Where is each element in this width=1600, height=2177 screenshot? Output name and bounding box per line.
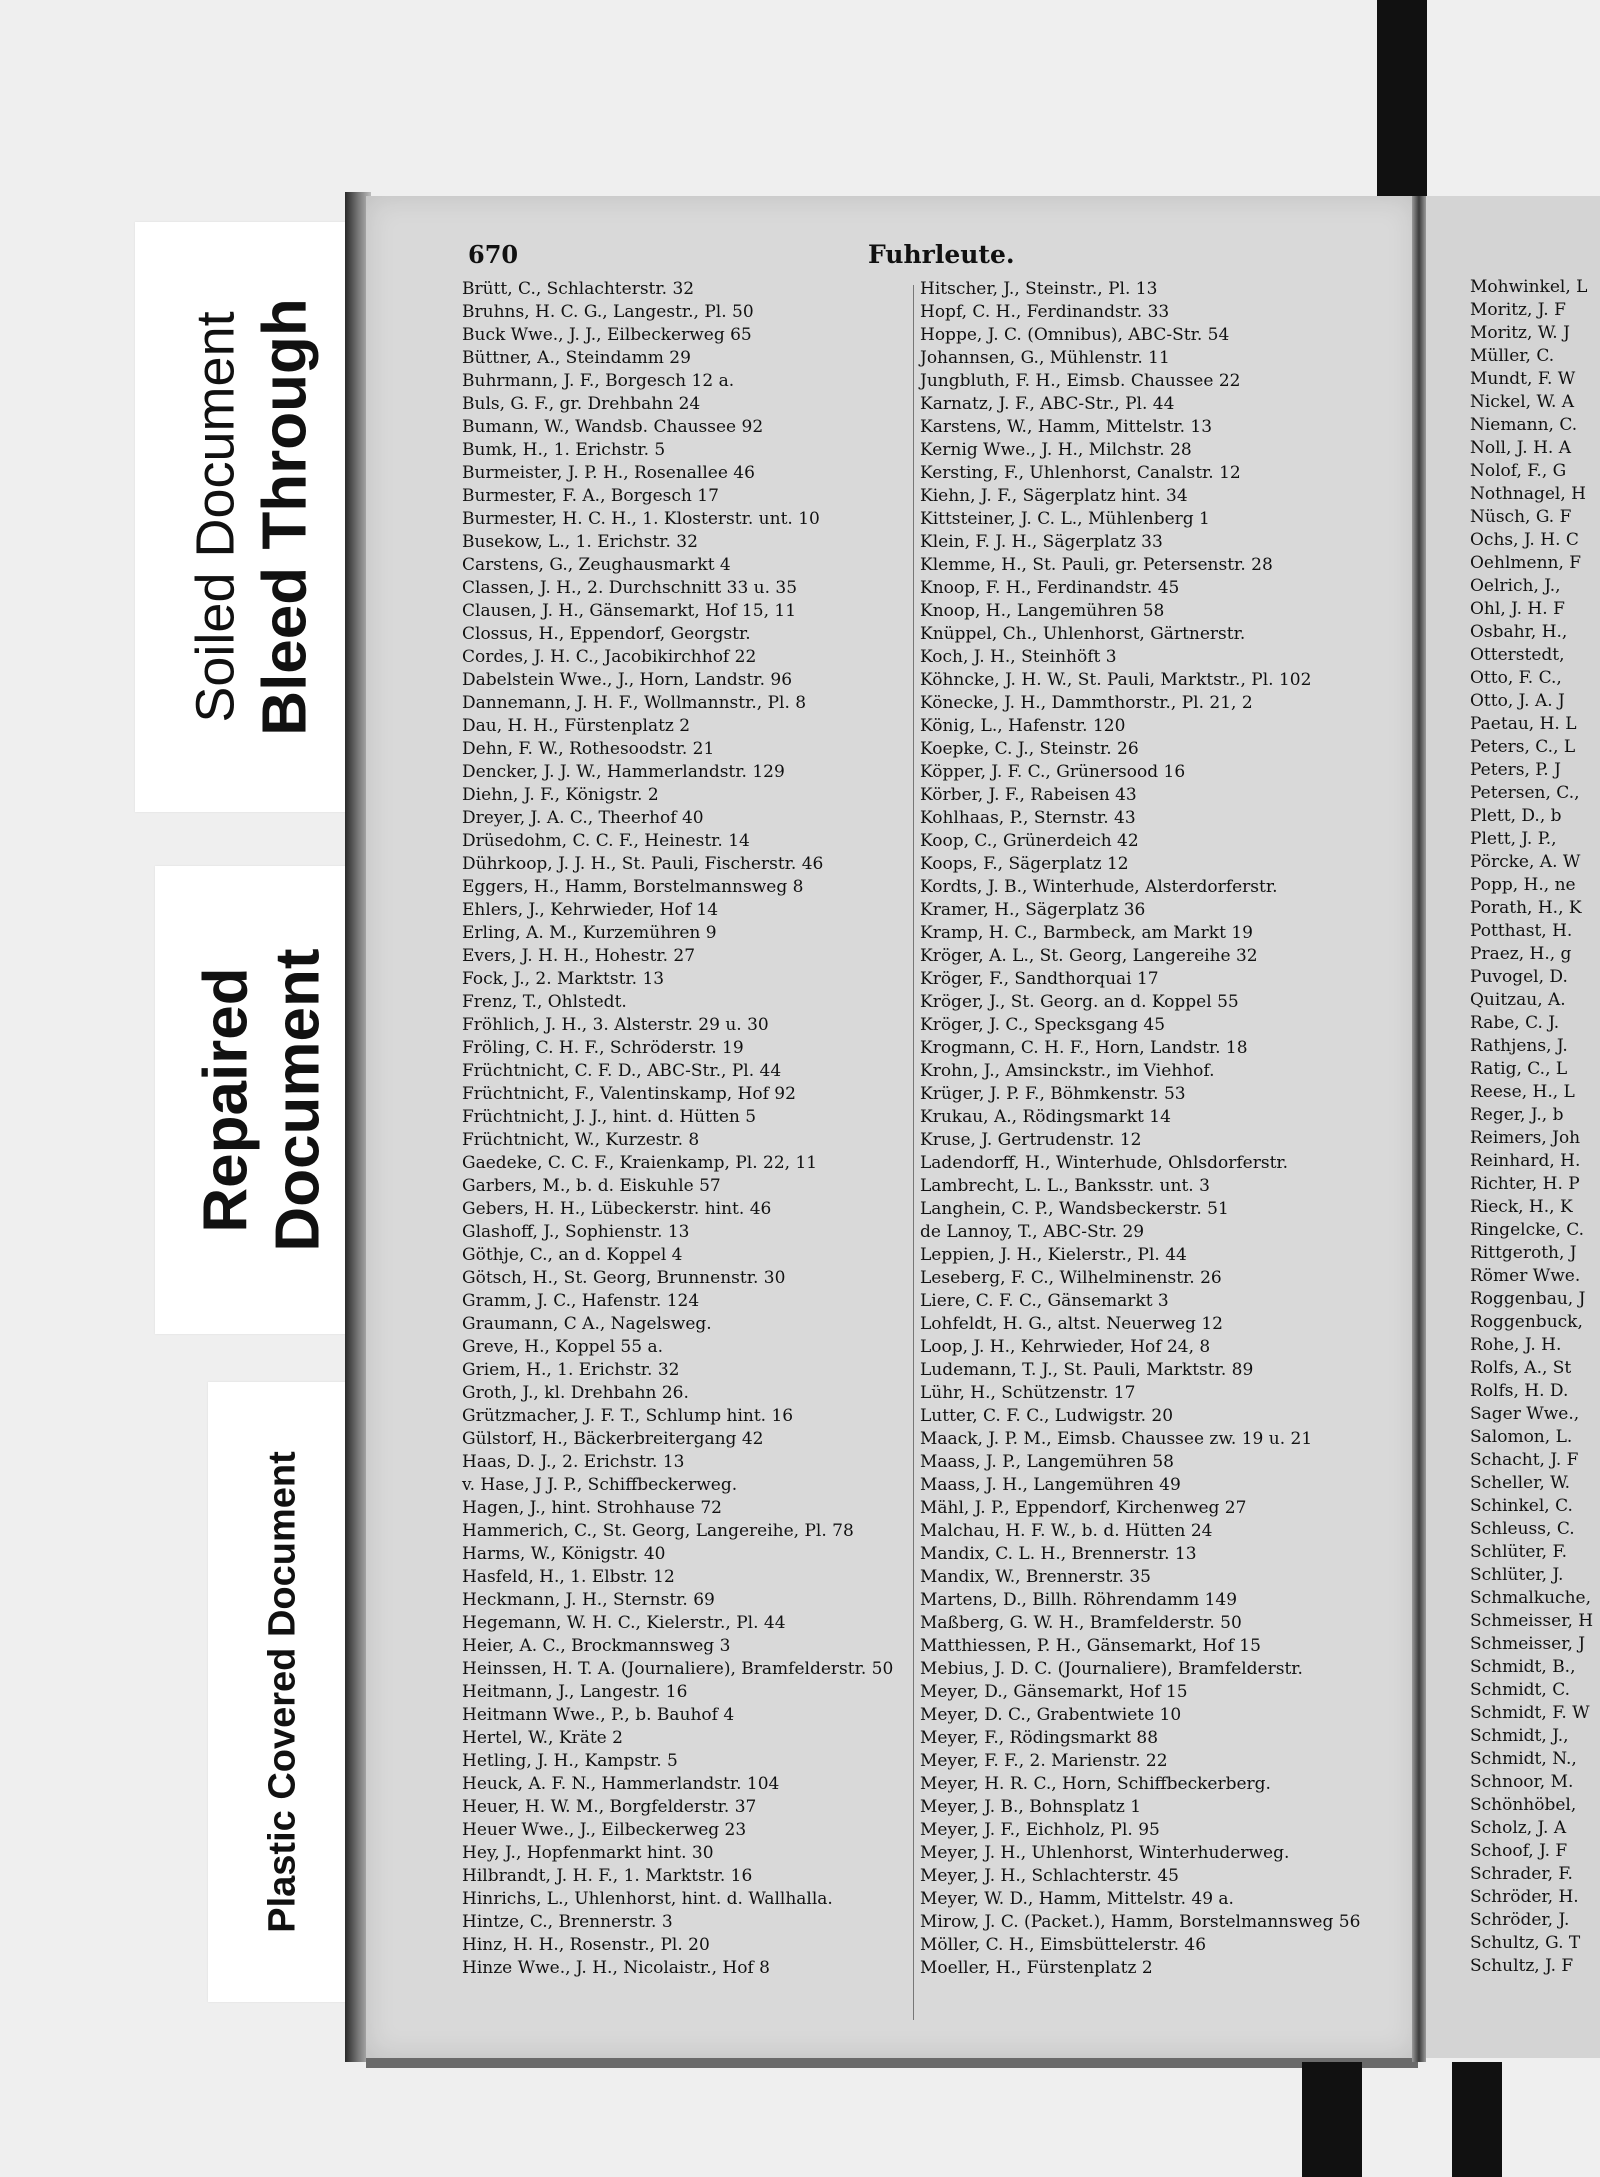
directory-entry: Gramm, J. C., Hafenstr. 124 (462, 1291, 700, 1311)
directory-entry: Schmidt, N., (1470, 1749, 1577, 1769)
directory-entry: Gebers, H. H., Lübeckerstr. hint. 46 (462, 1199, 772, 1219)
directory-entry: Griem, H., 1. Erichstr. 32 (462, 1360, 680, 1380)
directory-entry: Hasfeld, H., 1. Elbstr. 12 (462, 1567, 675, 1587)
directory-entry: Potthast, H. (1470, 921, 1573, 941)
directory-entry: Meyer, J. H., Schlachterstr. 45 (920, 1866, 1179, 1886)
directory-entry: Reinhard, H. (1470, 1151, 1581, 1171)
directory-entry: Körber, J. F., Rabeisen 43 (920, 785, 1137, 805)
directory-entry: Clausen, J. H., Gänsemarkt, Hof 15, 11 (462, 601, 797, 621)
directory-entry: Frenz, T., Ohlstedt. (462, 992, 627, 1012)
directory-entry: Knoop, F. H., Ferdinandstr. 45 (920, 578, 1180, 598)
directory-entry: Rittgeroth, J (1470, 1243, 1577, 1263)
directory-entry: Schultz, J. F (1470, 1956, 1574, 1976)
directory-entry: Oehlmenn, F (1470, 553, 1582, 573)
directory-entry: Fröling, C. H. F., Schröderstr. 19 (462, 1038, 744, 1058)
binder-clip-top (1377, 0, 1427, 200)
directory-entry: Moritz, J. F (1470, 300, 1566, 320)
directory-entry: Otto, F. C., (1470, 668, 1562, 688)
directory-entry: Krohn, J., Amsinckstr., im Viehhof. (920, 1061, 1215, 1081)
directory-entry: Heckmann, J. H., Sternstr. 69 (462, 1590, 715, 1610)
directory-entry: Porath, H., K (1470, 898, 1582, 918)
directory-entry: Meyer, F., Rödingsmarkt 88 (920, 1728, 1159, 1748)
directory-entry: Peters, C., L (1470, 737, 1576, 757)
directory-entry: Richter, H. P (1470, 1174, 1580, 1194)
directory-entry: Osbahr, H., (1470, 622, 1568, 642)
directory-entry: Hinrichs, L., Uhlenhorst, hint. d. Wallhalla. (462, 1889, 833, 1909)
directory-entry: Koch, J. H., Steinhöft 3 (920, 647, 1117, 667)
directory-entry: Garbers, M., b. d. Eiskuhle 57 (462, 1176, 721, 1196)
directory-entry: Heuer, H. W. M., Borgfelderstr. 37 (462, 1797, 757, 1817)
directory-entry: Leppien, J. H., Kielerstr., Pl. 44 (920, 1245, 1187, 1265)
directory-entry: Früchtnicht, J. J., hint. d. Hütten 5 (462, 1107, 757, 1127)
directory-entry: Pörcke, A. W (1470, 852, 1581, 872)
directory-entry: Schrader, F. (1470, 1864, 1573, 1884)
directory-entry: Burmester, H. C. H., 1. Klosterstr. unt. 10 (462, 509, 820, 529)
directory-entry: Kramp, H. C., Barmbeck, am Markt 19 (920, 923, 1253, 943)
plastic-covered-label-card (208, 1382, 358, 2002)
directory-entry: Koop, C., Grünerdeich 42 (920, 831, 1139, 851)
directory-entry: Reger, J., b (1470, 1105, 1564, 1125)
directory-entry: Gaedeke, C. C. F., Kraienkamp, Pl. 22, 11 (462, 1153, 818, 1173)
directory-entry: Sager Wwe., (1470, 1404, 1580, 1424)
directory-entry: Martens, D., Billh. Röhrendamm 149 (920, 1590, 1238, 1610)
directory-entry: Burmester, F. A., Borgesch 17 (462, 486, 719, 506)
directory-entry: Hertel, W., Kräte 2 (462, 1728, 623, 1748)
directory-entry: Meyer, J. H., Uhlenhorst, Winterhuderweg. (920, 1843, 1290, 1863)
directory-entry: Schultz, G. T (1470, 1933, 1581, 1953)
directory-entry: Mirow, J. C. (Packet.), Hamm, Borstelmannsweg 56 (920, 1912, 1361, 1932)
directory-entry: Nolof, F., G (1470, 461, 1567, 481)
directory-entry: Könecke, J. H., Dammthorstr., Pl. 21, 2 (920, 693, 1253, 713)
directory-entry: Grützmacher, J. F. T., Schlump hint. 16 (462, 1406, 794, 1426)
directory-entry: Früchtnicht, W., Kurzestr. 8 (462, 1130, 700, 1150)
directory-entry: Evers, J. H. H., Hohestr. 27 (462, 946, 696, 966)
directory-entry: Lambrecht, L. L., Banksstr. unt. 3 (920, 1176, 1210, 1196)
directory-entry: Schoof, J. F (1470, 1841, 1568, 1861)
directory-entry: Burmeister, J. P. H., Rosenallee 46 (462, 463, 755, 483)
directory-entry: Hintze, C., Brennerstr. 3 (462, 1912, 673, 1932)
directory-entry: Heier, A. C., Brockmannsweg 3 (462, 1636, 731, 1656)
directory-entry: Clossus, H., Eppendorf, Georgstr. (462, 624, 751, 644)
directory-entry: Schinkel, C. (1470, 1496, 1573, 1516)
directory-entry: Drüsedohm, C. C. F., Heinestr. 14 (462, 831, 750, 851)
directory-entry: Fröhlich, J. H., 3. Alsterstr. 29 u. 30 (462, 1015, 769, 1035)
directory-entry: Schlüter, J. (1470, 1565, 1564, 1585)
directory-entry: Loop, J. H., Kehrwieder, Hof 24, 8 (920, 1337, 1211, 1357)
directory-entry: Popp, H., ne (1470, 875, 1576, 895)
directory-entry: Paetau, H. L (1470, 714, 1577, 734)
directory-entry: Rolfs, H. D. (1470, 1381, 1569, 1401)
directory-entry: Klein, F. J. H., Sägerplatz 33 (920, 532, 1163, 552)
directory-entry: Nüsch, G. F (1470, 507, 1572, 527)
directory-entry: Noll, J. H. A (1470, 438, 1572, 458)
directory-entry: Dencker, J. J. W., Hammerlandstr. 129 (462, 762, 785, 782)
directory-entry: Mähl, J. P., Eppendorf, Kirchenweg 27 (920, 1498, 1247, 1518)
directory-entry: Maass, J. P., Langemühren 58 (920, 1452, 1174, 1472)
directory-entry: Römer Wwe. (1470, 1266, 1581, 1286)
directory-entry: Ladendorff, H., Winterhude, Ohlsdorferstr. (920, 1153, 1289, 1173)
directory-entry: Ludemann, T. J., St. Pauli, Marktstr. 89 (920, 1360, 1254, 1380)
directory-entry: Scholz, J. A (1470, 1818, 1567, 1838)
directory-entry: Kernig Wwe., J. H., Milchstr. 28 (920, 440, 1192, 460)
directory-entry: Schlüter, F. (1470, 1542, 1568, 1562)
directory-entry: Kröger, J., St. Georg. an d. Koppel 55 (920, 992, 1239, 1012)
directory-entry: Niemann, C. (1470, 415, 1578, 435)
directory-entry: Dannemann, J. H. F., Wollmannstr., Pl. 8 (462, 693, 807, 713)
directory-entry: Meyer, D., Gänsemarkt, Hof 15 (920, 1682, 1188, 1702)
directory-entry: Kruse, J. Gertrudenstr. 12 (920, 1130, 1142, 1150)
directory-entry: Ochs, J. H. C (1470, 530, 1579, 550)
directory-entry: Scheller, W. (1470, 1473, 1571, 1493)
directory-entry: Bruhns, H. C. G., Langestr., Pl. 50 (462, 302, 754, 322)
directory-entry: Kittsteiner, J. C. L., Mühlenberg 1 (920, 509, 1210, 529)
directory-entry: Mandix, C. L. H., Brennerstr. 13 (920, 1544, 1197, 1564)
directory-entry: Reese, H., L (1470, 1082, 1575, 1102)
directory-entry: Köhncke, J. H. W., St. Pauli, Marktstr., Pl. 102 (920, 670, 1312, 690)
directory-entry: Kramer, H., Sägerplatz 36 (920, 900, 1146, 920)
directory-entry: Dau, H. H., Fürstenplatz 2 (462, 716, 691, 736)
repaired-label-card (155, 866, 370, 1334)
directory-entry: Schmidt, B., (1470, 1657, 1576, 1677)
directory-entry: Früchtnicht, F., Valentinskamp, Hof 92 (462, 1084, 796, 1104)
directory-entry: Otterstedt, (1470, 645, 1565, 665)
directory-entry: Lohfeldt, H. G., altst. Neuerweg 12 (920, 1314, 1223, 1334)
directory-entry: Hammerich, C., St. Georg, Langereihe, Pl. 78 (462, 1521, 854, 1541)
directory-entry: Möller, C. H., Eimsbüttelerstr. 46 (920, 1935, 1207, 1955)
directory-entry: Gülstorf, H., Bäckerbreitergang 42 (462, 1429, 764, 1449)
directory-entry: Hitscher, J., Steinstr., Pl. 13 (920, 279, 1158, 299)
column-divider (913, 285, 914, 2020)
directory-entry: de Lannoy, T., ABC-Str. 29 (920, 1222, 1145, 1242)
directory-entry: Kröger, J. C., Specksgang 45 (920, 1015, 1166, 1035)
directory-entry: v. Hase, J J. P., Schiffbeckerweg. (462, 1475, 738, 1495)
directory-entry: Maßberg, G. W. H., Bramfelderstr. 50 (920, 1613, 1242, 1633)
directory-entry: Hoppe, J. C. (Omnibus), ABC-Str. 54 (920, 325, 1230, 345)
directory-entry: Kröger, A. L., St. Georg, Langereihe 32 (920, 946, 1258, 966)
directory-entry: Langhein, C. P., Wandsbeckerstr. 51 (920, 1199, 1229, 1219)
directory-entry: Bumann, W., Wandsb. Chaussee 92 (462, 417, 764, 437)
directory-entry: Götsch, H., St. Georg, Brunnenstr. 30 (462, 1268, 786, 1288)
directory-entry: Busekow, L., 1. Erichstr. 32 (462, 532, 698, 552)
directory-entry: Schacht, J. F (1470, 1450, 1579, 1470)
directory-entry: Ratig, C., L (1470, 1059, 1568, 1079)
directory-entry: Rohe, J. H. (1470, 1335, 1562, 1355)
directory-entry: Lühr, H., Schützenstr. 17 (920, 1383, 1136, 1403)
directory-entry: Kohlhaas, P., Sternstr. 43 (920, 808, 1136, 828)
directory-entry: Dabelstein Wwe., J., Horn, Landstr. 96 (462, 670, 793, 690)
page-bottom-edge (366, 2058, 1418, 2068)
book-gutter (1412, 196, 1426, 2062)
directory-entry: Greve, H., Koppel 55 a. (462, 1337, 663, 1357)
directory-entry: Groth, J., kl. Drehbahn 26. (462, 1383, 689, 1403)
directory-entry: Peters, P. J (1470, 760, 1561, 780)
directory-entry: Schröder, H. (1470, 1887, 1579, 1907)
directory-entry: Mohwinkel, L (1470, 277, 1588, 297)
directory-entry: Harms, W., Königstr. 40 (462, 1544, 666, 1564)
directory-entry: Schnoor, M. (1470, 1772, 1574, 1792)
directory-entry: Maack, J. P. M., Eimsb. Chaussee zw. 19 u. 21 (920, 1429, 1313, 1449)
directory-entry: Glashoff, J., Sophienstr. 13 (462, 1222, 690, 1242)
directory-entry: Quitzau, A. (1470, 990, 1566, 1010)
repaired-label-line2: Document (263, 948, 333, 1252)
directory-entry: Carstens, G., Zeughausmarkt 4 (462, 555, 731, 575)
directory-entry: Kersting, F., Uhlenhorst, Canalstr. 12 (920, 463, 1241, 483)
directory-entry: Rathjens, J. (1470, 1036, 1568, 1056)
directory-entry: Krogmann, C. H. F., Horn, Landstr. 18 (920, 1038, 1248, 1058)
directory-entry: Schmeisser, J (1470, 1634, 1586, 1654)
directory-entry: Buls, G. F., gr. Drehbahn 24 (462, 394, 701, 414)
repaired-label-line1: Repaired (191, 967, 261, 1233)
directory-entry: Schmeisser, H (1470, 1611, 1594, 1631)
directory-entry: Nickel, W. A (1470, 392, 1575, 412)
directory-entry: Heuck, A. F. N., Hammerlandstr. 104 (462, 1774, 780, 1794)
directory-entry: Krukau, A., Rödingsmarkt 14 (920, 1107, 1171, 1127)
directory-entry: Nothnagel, H (1470, 484, 1586, 504)
directory-entry: Schmalkuche, (1470, 1588, 1591, 1608)
directory-entry: Cordes, J. H. C., Jacobikirchhof 22 (462, 647, 757, 667)
directory-entry: Plett, J. P., (1470, 829, 1557, 849)
directory-entry: Mebius, J. D. C. (Journaliere), Bramfelderstr. (920, 1659, 1303, 1679)
directory-entry: Mundt, F. W (1470, 369, 1576, 389)
directory-entry: Reimers, Joh (1470, 1128, 1581, 1148)
directory-entry: Meyer, J. F., Eichholz, Pl. 95 (920, 1820, 1160, 1840)
directory-entry: Classen, J. H., 2. Durchschnitt 33 u. 35 (462, 578, 798, 598)
directory-entry: Plett, D., b (1470, 806, 1562, 826)
directory-entry: Bumk, H., 1. Erichstr. 5 (462, 440, 666, 460)
directory-entry: Jungbluth, F. H., Eimsb. Chaussee 22 (920, 371, 1241, 391)
directory-entry: Schönhöbel, (1470, 1795, 1577, 1815)
directory-entry: Leseberg, F. C., Wilhelminenstr. 26 (920, 1268, 1222, 1288)
directory-entry: Ringelcke, C. (1470, 1220, 1585, 1240)
directory-entry: Hey, J., Hopfenmarkt hint. 30 (462, 1843, 714, 1863)
directory-entry: Koops, F., Sägerplatz 12 (920, 854, 1129, 874)
directory-entry: Knüppel, Ch., Uhlenhorst, Gärtnerstr. (920, 624, 1246, 644)
directory-entry: Schröder, J. (1470, 1910, 1570, 1930)
directory-entry: Dührkoop, J. J. H., St. Pauli, Fischerstr. 46 (462, 854, 824, 874)
directory-entry: Heuer Wwe., J., Eilbeckerweg 23 (462, 1820, 747, 1840)
page-title: Fuhrleute. (868, 240, 1015, 269)
directory-entry: Klemme, H., St. Pauli, gr. Petersenstr. 28 (920, 555, 1273, 575)
directory-entry: König, L., Hafenstr. 120 (920, 716, 1126, 736)
directory-entry: Matthiessen, P. H., Gänsemarkt, Hof 15 (920, 1636, 1261, 1656)
directory-entry: Ohl, J. H. F (1470, 599, 1565, 619)
directory-entry: Kiehn, J. F., Sägerplatz hint. 34 (920, 486, 1188, 506)
directory-entry: Ehlers, J., Kehrwieder, Hof 14 (462, 900, 719, 920)
directory-entry: Praez, H., g (1470, 944, 1572, 964)
directory-entry: Buhrmann, J. F., Borgesch 12 a. (462, 371, 735, 391)
directory-entry: Koepke, C. J., Steinstr. 26 (920, 739, 1139, 759)
directory-entry: Karnatz, J. F., ABC-Str., Pl. 44 (920, 394, 1175, 414)
page-number: 670 (468, 240, 519, 269)
directory-entry: Heitmann, J., Langestr. 16 (462, 1682, 688, 1702)
directory-entry: Schleuss, C. (1470, 1519, 1575, 1539)
directory-entry: Schmidt, F. W (1470, 1703, 1590, 1723)
directory-entry: Moeller, H., Fürstenplatz 2 (920, 1958, 1153, 1978)
directory-entry: Hegemann, W. H. C., Kielerstr., Pl. 44 (462, 1613, 786, 1633)
directory-entry: Büttner, A., Steindamm 29 (462, 348, 691, 368)
plastic-covered-label: Plastic Covered Document (262, 1451, 305, 1933)
bleed-through-label: Bleed Through (250, 298, 320, 736)
directory-entry: Hinze Wwe., J. H., Nicolaistr., Hof 8 (462, 1958, 770, 1978)
directory-entry: Hopf, C. H., Ferdinandstr. 33 (920, 302, 1170, 322)
directory-entry: Hetling, J. H., Kampstr. 5 (462, 1751, 678, 1771)
directory-entry: Dreyer, J. A. C., Theerhof 40 (462, 808, 704, 828)
directory-entry: Salomon, L. (1470, 1427, 1573, 1447)
directory-entry: Diehn, J. F., Königstr. 2 (462, 785, 659, 805)
directory-entry: Erling, A. M., Kurzemühren 9 (462, 923, 717, 943)
directory-entry: Hagen, J., hint. Strohhause 72 (462, 1498, 722, 1518)
directory-entry: Meyer, F. F., 2. Marienstr. 22 (920, 1751, 1168, 1771)
soiled-bleed-label-card (135, 222, 370, 812)
directory-entry: Otto, J. A. J (1470, 691, 1565, 711)
directory-entry: Oelrich, J., (1470, 576, 1561, 596)
directory-entry: Graumann, C A., Nagelsweg. (462, 1314, 712, 1334)
directory-entry: Müller, C. (1470, 346, 1555, 366)
directory-entry: Köpper, J. F. C., Grünersood 16 (920, 762, 1186, 782)
directory-entry: Rolfs, A., St (1470, 1358, 1572, 1378)
directory-entry: Krüger, J. P. F., Böhmkenstr. 53 (920, 1084, 1186, 1104)
directory-entry: Hilbrandt, J. H. F., 1. Marktstr. 16 (462, 1866, 753, 1886)
directory-entry: Heinssen, H. T. A. (Journaliere), Bramfelderstr. 50 (462, 1659, 894, 1679)
directory-entry: Meyer, J. B., Bohnsplatz 1 (920, 1797, 1142, 1817)
directory-entry: Meyer, H. R. C., Horn, Schiffbeckerberg. (920, 1774, 1271, 1794)
directory-entry: Göthje, C., an d. Koppel 4 (462, 1245, 683, 1265)
directory-entry: Früchtnicht, C. F. D., ABC-Str., Pl. 44 (462, 1061, 782, 1081)
directory-entry: Kröger, F., Sandthorquai 17 (920, 969, 1159, 989)
directory-entry: Moritz, W. J (1470, 323, 1570, 343)
directory-entry: Roggenbuck, (1470, 1312, 1583, 1332)
directory-entry: Hinz, H. H., Rosenstr., Pl. 20 (462, 1935, 710, 1955)
directory-entry: Haas, D. J., 2. Erichstr. 13 (462, 1452, 685, 1472)
directory-entry: Brütt, C., Schlachterstr. 32 (462, 279, 695, 299)
directory-entry: Petersen, C., (1470, 783, 1580, 803)
directory-entry: Schmidt, C. (1470, 1680, 1570, 1700)
binder-clip-bottom-right (1452, 2062, 1502, 2177)
directory-column-right (920, 278, 1375, 1980)
directory-entry: Liere, C. F. C., Gänsemarkt 3 (920, 1291, 1169, 1311)
directory-entry: Lutter, C. F. C., Ludwigstr. 20 (920, 1406, 1174, 1426)
directory-entry: Fock, J., 2. Marktstr. 13 (462, 969, 665, 989)
directory-entry: Roggenbau, J (1470, 1289, 1586, 1309)
directory-entry: Buck Wwe., J. J., Eilbeckerweg 65 (462, 325, 752, 345)
directory-entry: Rabe, C. J. (1470, 1013, 1560, 1033)
directory-entry: Heitmann Wwe., P., b. Bauhof 4 (462, 1705, 735, 1725)
directory-entry: Johannsen, G., Mühlenstr. 11 (920, 348, 1170, 368)
directory-entry: Puvogel, D. (1470, 967, 1568, 987)
directory-column-facing (1470, 276, 1600, 1978)
directory-entry: Karstens, W., Hamm, Mittelstr. 13 (920, 417, 1213, 437)
directory-entry: Malchau, H. F. W., b. d. Hütten 24 (920, 1521, 1213, 1541)
directory-entry: Meyer, W. D., Hamm, Mittelstr. 49 a. (920, 1889, 1234, 1909)
directory-entry: Maass, J. H., Langemühren 49 (920, 1475, 1181, 1495)
directory-entry: Dehn, F. W., Rothesoodstr. 21 (462, 739, 715, 759)
directory-entry: Schmidt, J., (1470, 1726, 1569, 1746)
binder-clip-bottom-left (1302, 2062, 1362, 2177)
directory-entry: Meyer, D. C., Grabentwiete 10 (920, 1705, 1182, 1725)
directory-entry: Kordts, J. B., Winterhude, Alsterdorferstr. (920, 877, 1278, 897)
directory-entry: Eggers, H., Hamm, Borstelmannsweg 8 (462, 877, 804, 897)
directory-entry: Rieck, H., K (1470, 1197, 1573, 1217)
directory-entry: Mandix, W., Brennerstr. 35 (920, 1567, 1151, 1587)
soiled-document-label: Soiled Document (185, 311, 246, 723)
directory-column-left (462, 278, 912, 1980)
directory-entry: Knoop, H., Langemühren 58 (920, 601, 1165, 621)
